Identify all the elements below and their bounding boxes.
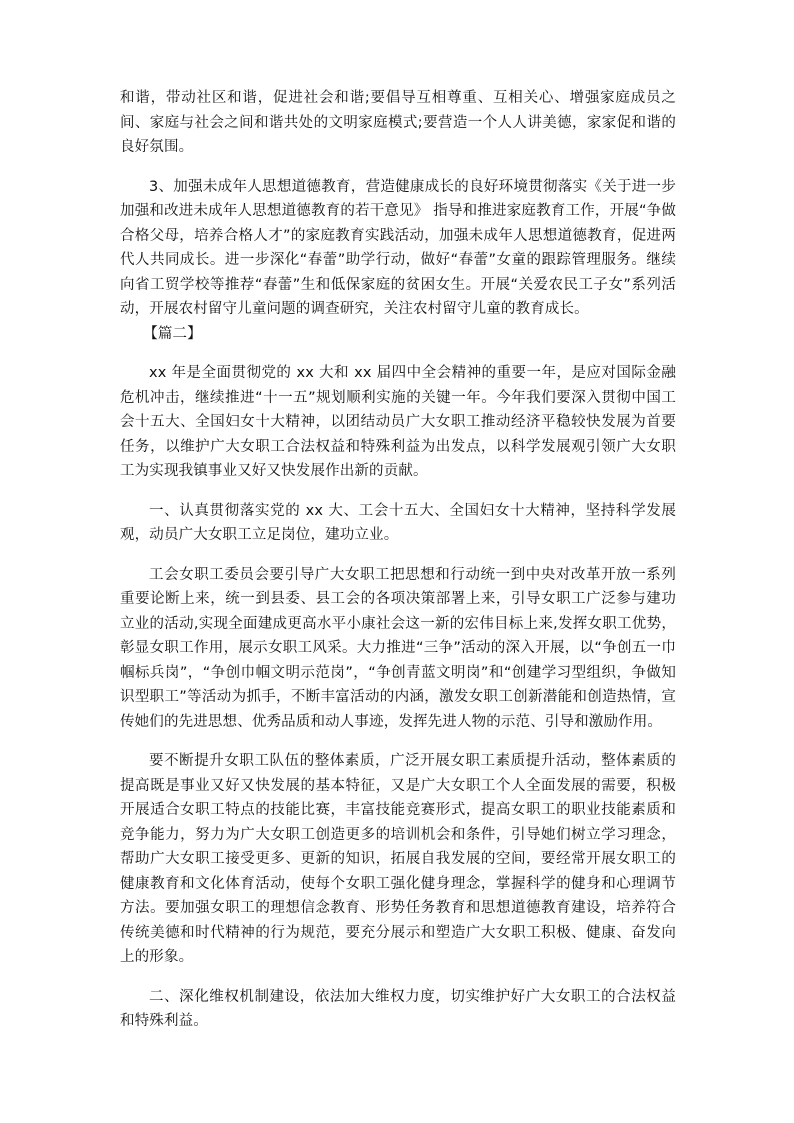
paragraph-minors-moral-education: 3、加强未成年人思想道德教育，营造健康成长的良好环境贯彻落实《关于进一步加强和改进未成年人思想道德教育的若干意见》 指导和推进家庭教育工作，开展“争做合格父母，培养合格人才”的家庭教育实践活动，加强未成年人思想道德教育，促进两代人共同成长。进一步深化“春蕾”助学行动，做好“春蕾”女童的跟踪管理服务。继续向省工贸学校等推荐“春蕾”生和低保家庭的贫困女生。开展“关爱农民工子女”系列活动，开展农村留守儿童问题的调查研究，关注农村留守儿童的教育成长。 (120, 178, 676, 317)
document-body (120, 86, 676, 1034)
paragraph-family-harmony: 和谐，带动社区和谐，促进社会和谐;要倡导互相尊重、互相关心、增强家庭成员之间、家庭与社会之间和谐共处的文明家庭模式;要营造一个人人讲美德，家家促和谐的良好氛围。 (120, 90, 676, 155)
paragraph-union-guidance: 工会女职工委员会要引导广大女职工把思想和行动统一到中央对改革开放一系列重要论断上来，统一到县委、县工会的各项决策部署上来，引导女职工广泛参与建功立业的活动,实现全面建成更高水平小康社会这一新的宏伟目标上来,发挥女职工优势，彰显女职工作用，展示女职工风采。大力推进“三争”活动的深入开展，以“争创五一巾帼标兵岗”，“争创巾帼文明示范岗”，“争创青蓝文明岗”和“创建学习型组织，争做知识型职工”等活动为抓手，不断丰富活动的内涵，激发女职工创新潜能和创造热情，宣传她们的先进思想、优秀品质和动人事迹，发挥先进人物的示范、引导和激励作用。 (120, 566, 676, 730)
paragraph-item-two: 二、深化维权机制建设，依法加大维权力度，切实维护好广大女职工的合法权益和特殊利益。 (120, 988, 676, 1029)
paragraph-quality-improvement: 要不断提升女职工队伍的整体素质，广泛开展女职工素质提升活动，整体素质的提高既是事业又好又快发展的基本特征，又是广大女职工个人全面发展的需要，积极开展适合女职工特点的技能比赛，丰富技能竞赛形式，提高女职工的职业技能素质和竞争能力，努力为广大女职工创造更多的培训机会和条件，引导她们树立学习理念，帮助广大女职工接受更多、更新的知识，拓展自我发展的空间，要经常开展女职工的健康教育和文化体育活动，使每个女职工强化健身理念，掌握科学的健身和心理调节方法。要加强女职工的理想信念教育、形势任务教育和思想道德教育建设，培养符合传统美德和时代精神的行为规范，要充分展示和塑造广大女职工积极、健康、奋发向上的形象。 (120, 753, 676, 965)
paragraph-item-one: 一、认真贯彻落实党的 xx 大、工会十五大、全国妇女十大精神，坚持科学发展观，动员广大女职工立足岗位，建功立业。 (120, 502, 676, 543)
paragraph-annual-overview: xx 年是全面贯彻党的 xx 大和 xx 届四中全会精神的重要一年，是应对国际金融危机冲击，继续推进“十一五”规划顺利实施的关键一年。今年我们要深入贯彻中国工会十五大、全国妇女十大精神，以团结动员广大女职工推动经济平稳较快发展为首要任务，以维护广大女职工合法权益和特殊利益为出发点，以科学发展观引领广大女职工为实现我镇事业又好又快发展作出新的贡献。 (120, 365, 676, 479)
section-heading-part-two: 【篇二】 (143, 325, 202, 342)
